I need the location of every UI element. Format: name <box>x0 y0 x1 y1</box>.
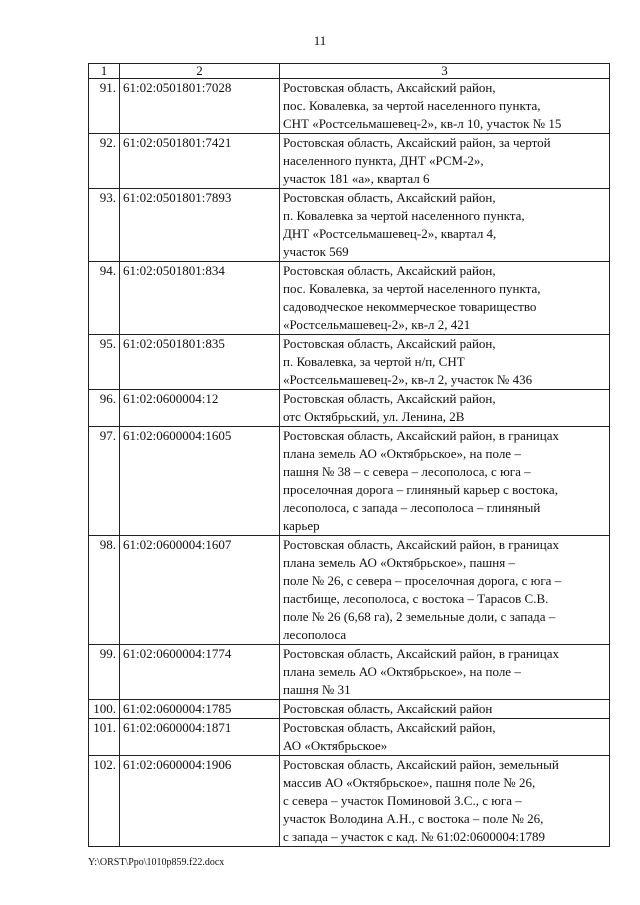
address-line: Ростовская область, Аксайский район, в границах <box>283 646 559 661</box>
cadastral-number: 61:02:0600004:1607 <box>120 536 280 645</box>
address-line: отс Октябрьский, ул. Ленина, 2В <box>283 409 465 424</box>
cadastral-number: 61:02:0600004:1605 <box>120 427 280 536</box>
address-line: поле № 26 (6,68 га), 2 земельные доли, с запада – <box>283 609 556 624</box>
address-line: садоводческое некоммерческое товарищество <box>283 299 537 314</box>
address-line: Ростовская область, Аксайский район, <box>283 720 496 735</box>
address-line: карьер <box>283 518 320 533</box>
address-line: пос. Ковалевка, за чертой населенного пункта, <box>283 98 541 113</box>
address-line: ДНТ «Ростсельмашевец-2», квартал 4, <box>283 226 497 241</box>
address-line: СНТ «Ростсельмашевец-2», кв-л 10, участок № 15 <box>283 116 562 131</box>
address-line: Ростовская область, Аксайский район, <box>283 263 496 278</box>
plot-address <box>280 189 610 262</box>
row-number: 94. <box>89 262 120 335</box>
address-line: плана земель АО «Октябрьское», на поле – <box>283 446 521 461</box>
cadastral-number: 61:02:0600004:12 <box>120 390 280 427</box>
address-line: АО «Октябрьское» <box>283 738 388 753</box>
table-row <box>89 427 610 536</box>
row-number: 101. <box>89 719 120 756</box>
plot-address <box>280 262 610 335</box>
address-line: пашня № 38 – с севера – лесополоса, с юга – <box>283 464 531 479</box>
cadastral-number: 61:02:0600004:1871 <box>120 719 280 756</box>
address-line: пашня № 31 <box>283 682 351 697</box>
table-row <box>89 536 610 645</box>
row-number: 91. <box>89 79 120 134</box>
row-number: 95. <box>89 335 120 390</box>
address-line: лесополоса <box>283 627 347 642</box>
plot-address <box>280 719 610 756</box>
plot-address <box>280 79 610 134</box>
header-col-number: 1 <box>89 64 120 79</box>
table-row <box>89 390 610 427</box>
cadastral-number: 61:02:0600004:1774 <box>120 645 280 700</box>
plot-address <box>280 645 610 700</box>
cadastral-number: 61:02:0501801:7421 <box>120 134 280 189</box>
address-line: Ростовская область, Аксайский район, <box>283 336 496 351</box>
address-line: пастбище, лесополоса, с востока – Тарасов С.В. <box>283 591 549 606</box>
table-row <box>89 719 610 756</box>
table-row <box>89 645 610 700</box>
row-number: 99. <box>89 645 120 700</box>
address-line: поле № 26, с севера – проселочная дорога, с юга – <box>283 573 562 588</box>
address-line: лесополоса, с запада – лесополоса – глиняный <box>283 500 541 515</box>
address-line: Ростовская область, Аксайский район, в границах <box>283 537 559 552</box>
header-col-cadastral: 2 <box>120 64 280 79</box>
address-line: Ростовская область, Аксайский район, <box>283 190 496 205</box>
row-number: 97. <box>89 427 120 536</box>
row-number: 92. <box>89 134 120 189</box>
address-line: участок 181 «а», квартал 6 <box>283 171 430 186</box>
address-line: проселочная дорога – глиняный карьер с востока, <box>283 482 558 497</box>
address-line: с запада – участок с кад. № 61:02:0600004:1789 <box>283 829 546 844</box>
table-row <box>89 134 610 189</box>
plot-address <box>280 700 610 719</box>
cadastral-number: 61:02:0501801:7028 <box>120 79 280 134</box>
table-row <box>89 189 610 262</box>
address-line: пос. Ковалевка, за чертой населенного пункта, <box>283 281 541 296</box>
table-row <box>89 756 610 847</box>
table-row <box>89 335 610 390</box>
address-line: плана земель АО «Октябрьское», на поле – <box>283 664 521 679</box>
address-line: «Ростсельмашевец-2», кв-л 2, 421 <box>283 317 471 332</box>
row-number: 96. <box>89 390 120 427</box>
file-path-footer: Y:\ORST\Ppo\1010p859.f22.docx <box>88 857 225 868</box>
address-line: участок Володина А.Н., с востока – поле № 26, <box>283 811 544 826</box>
address-line: Ростовская область, Аксайский район <box>283 701 493 716</box>
row-number: 93. <box>89 189 120 262</box>
address-line: Ростовская область, Аксайский район, за чертой <box>283 135 551 150</box>
table-row <box>89 700 610 719</box>
plot-address <box>280 335 610 390</box>
land-plots-table <box>88 63 610 847</box>
plot-address <box>280 536 610 645</box>
address-line: населенного пункта, ДНТ «РСМ-2», <box>283 153 484 168</box>
table-header-row <box>89 64 610 79</box>
address-line: Ростовская область, Аксайский район, земельный <box>283 757 559 772</box>
plot-address <box>280 134 610 189</box>
row-number: 100. <box>89 700 120 719</box>
address-line: плана земель АО «Октябрьское», пашня – <box>283 555 515 570</box>
cadastral-number: 61:02:0600004:1906 <box>120 756 280 847</box>
cadastral-number: 61:02:0600004:1785 <box>120 700 280 719</box>
address-line: Ростовская область, Аксайский район, <box>283 80 496 95</box>
page-number: 11 <box>313 33 327 48</box>
header-col-address: 3 <box>280 64 610 79</box>
plot-address <box>280 390 610 427</box>
row-number: 98. <box>89 536 120 645</box>
address-line: Ростовская область, Аксайский район, в границах <box>283 428 559 443</box>
address-line: Ростовская область, Аксайский район, <box>283 391 496 406</box>
table-row <box>89 79 610 134</box>
table-body <box>89 79 610 847</box>
plot-address <box>280 756 610 847</box>
cadastral-number: 61:02:0501801:835 <box>120 335 280 390</box>
table-row <box>89 262 610 335</box>
address-line: массив АО «Октябрьское», пашня поле № 26, <box>283 775 536 790</box>
cadastral-number: 61:02:0501801:834 <box>120 262 280 335</box>
plot-address <box>280 427 610 536</box>
address-line: п. Ковалевка за чертой населенного пункта, <box>283 208 525 223</box>
address-line: участок 569 <box>283 244 349 259</box>
row-number: 102. <box>89 756 120 847</box>
address-line: п. Ковалевка, за чертой н/п, СНТ <box>283 354 465 369</box>
cadastral-number: 61:02:0501801:7893 <box>120 189 280 262</box>
address-line: с севера – участок Поминовой З.С., с юга – <box>283 793 522 808</box>
address-line: «Ростсельмашевец-2», кв-л 2, участок № 436 <box>283 372 533 387</box>
